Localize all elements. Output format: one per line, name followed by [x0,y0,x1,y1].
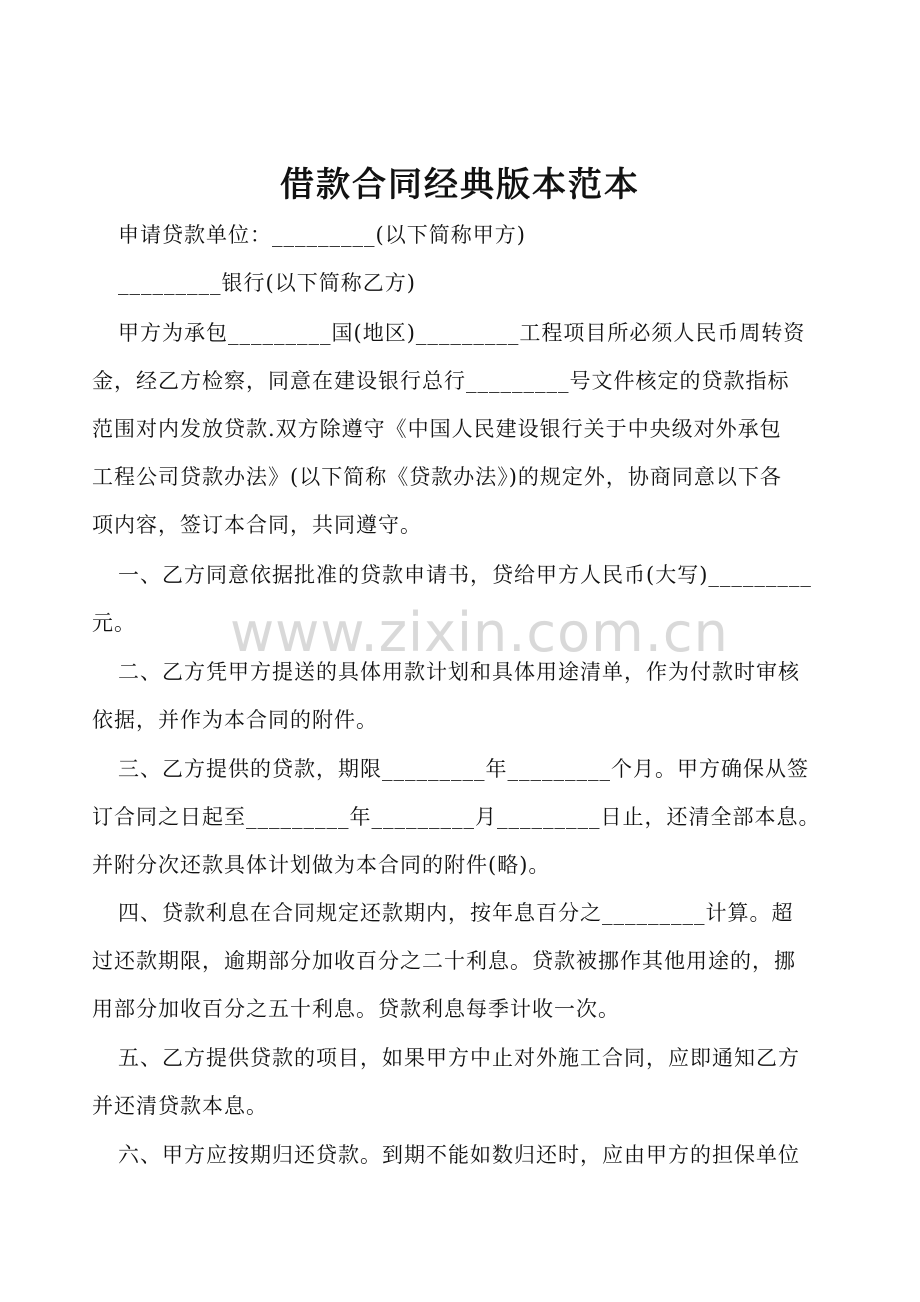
clause-4-line: 用部分加收百分之五十利息。贷款利息每季计收一次。 [92,997,620,1021]
watermark: www.zixin.com.cn [230,601,729,664]
bank-line: _________银行(以下简称乙方) [118,271,416,295]
clause-5-line: 并还清贷款本息。 [92,1094,268,1118]
document-title: 借款合同经典版本范本 [280,165,640,205]
clause-1-line: 一、乙方同意依据批准的贷款申请书，贷给甲方人民币(大写)_________ [118,563,812,587]
paragraph-line: 工程公司贷款办法》(以下简称《贷款办法》)的规定外，协商同意以下各 [92,465,782,489]
clause-3-line: 订合同之日起至_________年_________月_________日止，还清全部本息。 [92,805,821,829]
clause-2-line: 二、乙方凭甲方提送的具体用款计划和具体用途清单，作为付款时审核 [118,660,800,684]
clause-1-line: 元。 [92,611,136,635]
clause-3-line: 并附分次还款具体计划做为本合同的附件(略)。 [92,853,551,877]
clause-3-line: 三、乙方提供的贷款，期限_________年_________个月。甲方确保从签 [118,757,809,781]
clause-4-line: 四、贷款利息在合同规定还款期内，按年息百分之_________计算。超 [118,901,794,925]
paragraph-line: 金，经乙方检察，同意在建设银行总行_________号文件核定的贷款指标 [92,369,790,393]
clause-4-line: 过还款期限，逾期部分加收百分之二十利息。贷款被挪作其他用途的，挪 [92,949,796,973]
paragraph-line: 项内容，签订本合同，共同遵守。 [92,513,422,537]
clause-6-line: 六、甲方应按期归还贷款。到期不能如数归还时，应由甲方的担保单位 [118,1143,800,1167]
clause-2-line: 依据，并作为本合同的附件。 [92,708,378,732]
applicant-line: 申请贷款单位：_________(以下简称甲方) [118,223,526,247]
paragraph-line: 甲方为承包_________国(地区)_________工程项目所必须人民币周转资 [118,321,806,345]
clause-5-line: 五、乙方提供贷款的项目，如果甲方中止对外施工合同，应即通知乙方 [118,1046,800,1070]
paragraph-line: 范围对内发放贷款.双方除遵守《中国人民建设银行关于中央级对外承包 [92,417,782,441]
